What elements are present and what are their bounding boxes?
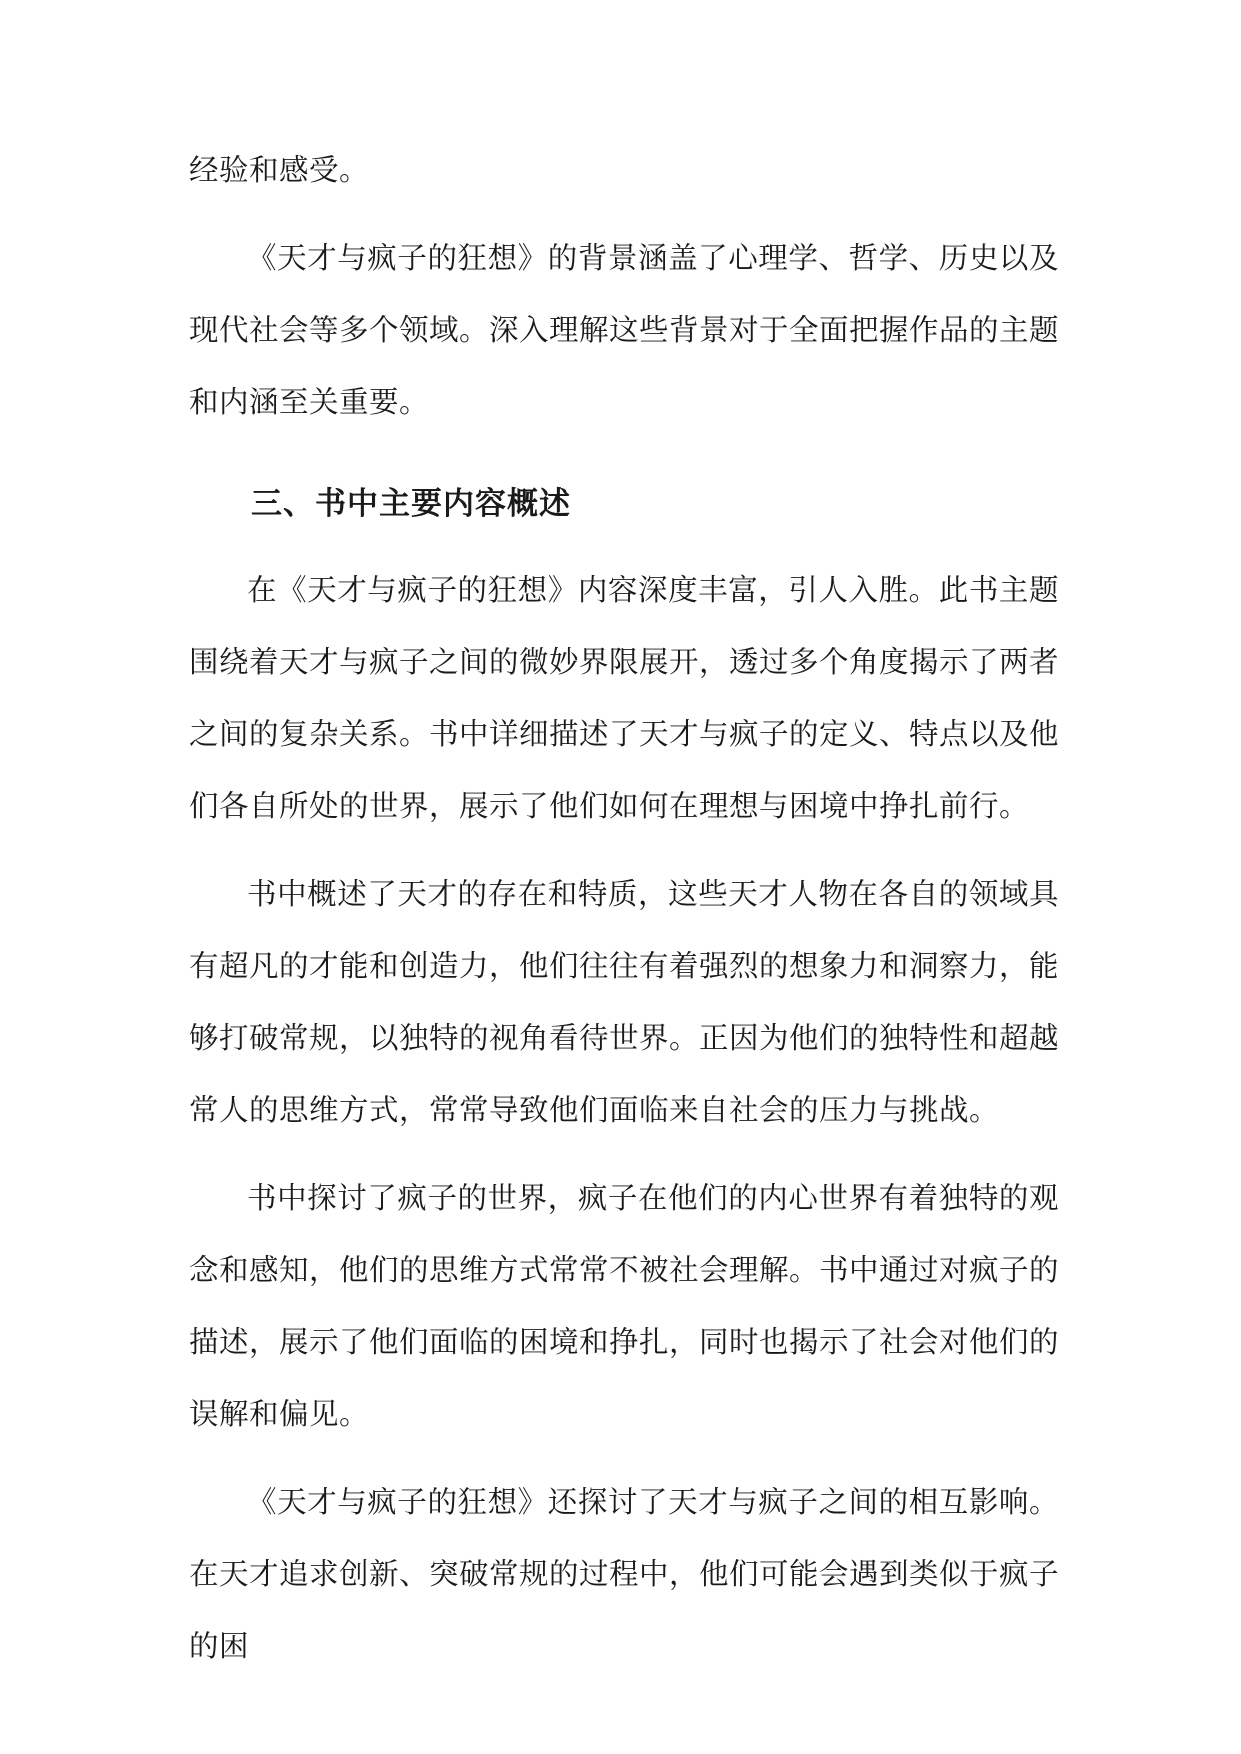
paragraph-background: 《天才与疯子的狂想》的背景涵盖了心理学、哲学、历史以及现代社会等多个领域。深入理解这些背景对于全面把握作品的主题和内涵至关重要。 — [189, 241, 1060, 419]
paragraph-madman: 书中探讨了疯子的世界，疯子在他们的内心世界有着独特的观念和感知，他们的思维方式常常不被社会理解。书中通过对疯子的描述，展示了他们面临的困境和挣扎，同时也揭示了社会对他们的误解和偏见。 — [189, 1181, 1060, 1431]
paragraph-continued: 经验和感受。 — [189, 153, 370, 187]
document-body — [189, 134, 1059, 1682]
paragraph-interaction: 《天才与疯子的狂想》还探讨了天才与疯子之间的相互影响。在天才追求创新、突破常规的过程中，他们可能会遇到类似于疯子的困 — [189, 1485, 1060, 1663]
paragraph-overview: 在《天才与疯子的狂想》内容深度丰富，引人入胜。此书主题围绕着天才与疯子之间的微妙界限展开，透过多个角度揭示了两者之间的复杂关系。书中详细描述了天才与疯子的定义、特点以及他们各自所处的世界，展示了他们如何在理想与困境中挣扎前行。 — [189, 573, 1060, 823]
paragraph-genius: 书中概述了天才的存在和特质，这些天才人物在各自的领域具有超凡的才能和创造力，他们往往有着强烈的想象力和洞察力，能够打破常规，以独特的视角看待世界。正因为他们的独特性和超越常人的思维方式，常常导致他们面临来自社会的压力与挑战。 — [189, 877, 1060, 1127]
section-heading: 三、书中主要内容概述 — [251, 486, 571, 522]
